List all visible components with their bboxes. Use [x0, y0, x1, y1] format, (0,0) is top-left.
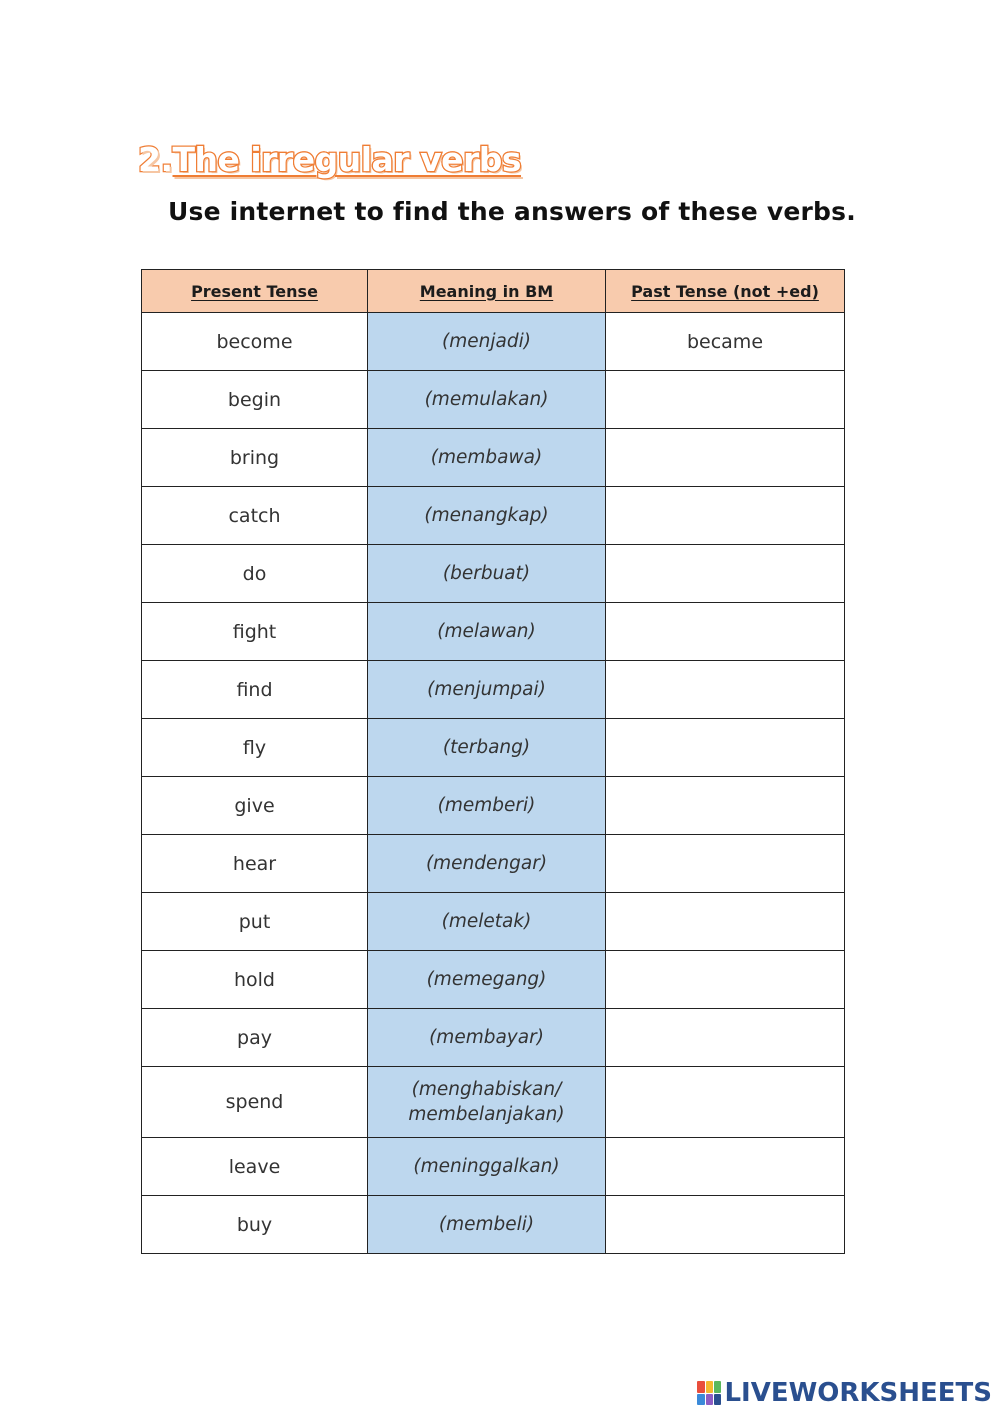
table-row	[142, 371, 845, 429]
table-row	[142, 1009, 845, 1067]
section-title-text: The irregular verbs	[172, 140, 522, 179]
meaning-cell: (membeli)	[368, 1196, 606, 1254]
table-row	[142, 893, 845, 951]
meaning-cell: (memberi)	[368, 777, 606, 835]
past-tense-answer-cell[interactable]	[606, 835, 845, 893]
table-row	[142, 777, 845, 835]
instruction-text: Use internet to find the answers of these verbs.	[168, 197, 856, 226]
meaning-line-2: membelanjakan)	[408, 1104, 565, 1125]
table-row	[142, 719, 845, 777]
meaning-cell: (menangkap)	[368, 487, 606, 545]
past-tense-answer-cell[interactable]	[606, 1009, 845, 1067]
meaning-cell: (berbuat)	[368, 545, 606, 603]
meaning-cell: (memegang)	[368, 951, 606, 1009]
past-tense-answer-cell[interactable]	[606, 1067, 845, 1138]
table-row	[142, 1067, 845, 1138]
past-tense-answer-cell[interactable]	[606, 371, 845, 429]
past-tense-answer-cell[interactable]	[606, 951, 845, 1009]
past-tense-answer-cell[interactable]	[606, 719, 845, 777]
meaning-cell: (membayar)	[368, 1009, 606, 1067]
liveworksheets-brand	[697, 1378, 992, 1408]
present-tense-cell: fight	[142, 603, 368, 661]
column-header-past-tense: Past Tense (not +ed)	[606, 270, 845, 313]
meaning-cell: (memulakan)	[368, 371, 606, 429]
meaning-cell: (meninggalkan)	[368, 1138, 606, 1196]
table-row	[142, 603, 845, 661]
table-row	[142, 487, 845, 545]
past-tense-answer-cell[interactable]	[606, 429, 845, 487]
meaning-cell: (membawa)	[368, 429, 606, 487]
past-tense-answer-cell[interactable]	[606, 777, 845, 835]
table-row	[142, 661, 845, 719]
table-row	[142, 545, 845, 603]
present-tense-cell: buy	[142, 1196, 368, 1254]
past-tense-answer-cell[interactable]	[606, 893, 845, 951]
present-tense-cell: begin	[142, 371, 368, 429]
present-tense-cell: hold	[142, 951, 368, 1009]
table-row	[142, 429, 845, 487]
present-tense-cell: find	[142, 661, 368, 719]
column-header-present-tense: Present Tense	[142, 270, 368, 313]
meaning-cell: (melawan)	[368, 603, 606, 661]
table-row	[142, 1196, 845, 1254]
present-tense-cell: spend	[142, 1067, 368, 1138]
present-tense-cell: give	[142, 777, 368, 835]
irregular-verbs-table	[141, 269, 845, 1254]
present-tense-cell: fly	[142, 719, 368, 777]
present-tense-cell: pay	[142, 1009, 368, 1067]
present-tense-cell: bring	[142, 429, 368, 487]
section-number: 2.	[138, 140, 173, 179]
table-header-row	[142, 270, 845, 313]
meaning-cell: (menjumpai)	[368, 661, 606, 719]
meaning-cell: (mendengar)	[368, 835, 606, 893]
meaning-cell: (meletak)	[368, 893, 606, 951]
present-tense-cell: become	[142, 313, 368, 371]
past-tense-answer-cell[interactable]	[606, 1138, 845, 1196]
meaning-cell: (terbang)	[368, 719, 606, 777]
present-tense-cell: put	[142, 893, 368, 951]
past-tense-answer-cell[interactable]	[606, 661, 845, 719]
present-tense-cell: do	[142, 545, 368, 603]
table-row	[142, 313, 845, 371]
past-tense-answer-cell[interactable]	[606, 487, 845, 545]
column-header-meaning-in-bm: Meaning in BM	[368, 270, 606, 313]
table-row	[142, 835, 845, 893]
table-row	[142, 1138, 845, 1196]
section-title	[138, 140, 521, 179]
past-tense-answer-cell[interactable]	[606, 1196, 845, 1254]
meaning-cell	[368, 1067, 606, 1138]
past-tense-answer-cell[interactable]: became	[606, 313, 845, 371]
liveworksheets-logo-icon	[697, 1381, 721, 1405]
past-tense-answer-cell[interactable]	[606, 545, 845, 603]
brand-text: LIVEWORKSHEETS	[724, 1378, 992, 1408]
meaning-cell: (menjadi)	[368, 313, 606, 371]
present-tense-cell: leave	[142, 1138, 368, 1196]
table-row	[142, 951, 845, 1009]
past-tense-answer-cell[interactable]	[606, 603, 845, 661]
present-tense-cell: catch	[142, 487, 368, 545]
meaning-line-1: (menghabiskan/	[411, 1079, 562, 1100]
present-tense-cell: hear	[142, 835, 368, 893]
